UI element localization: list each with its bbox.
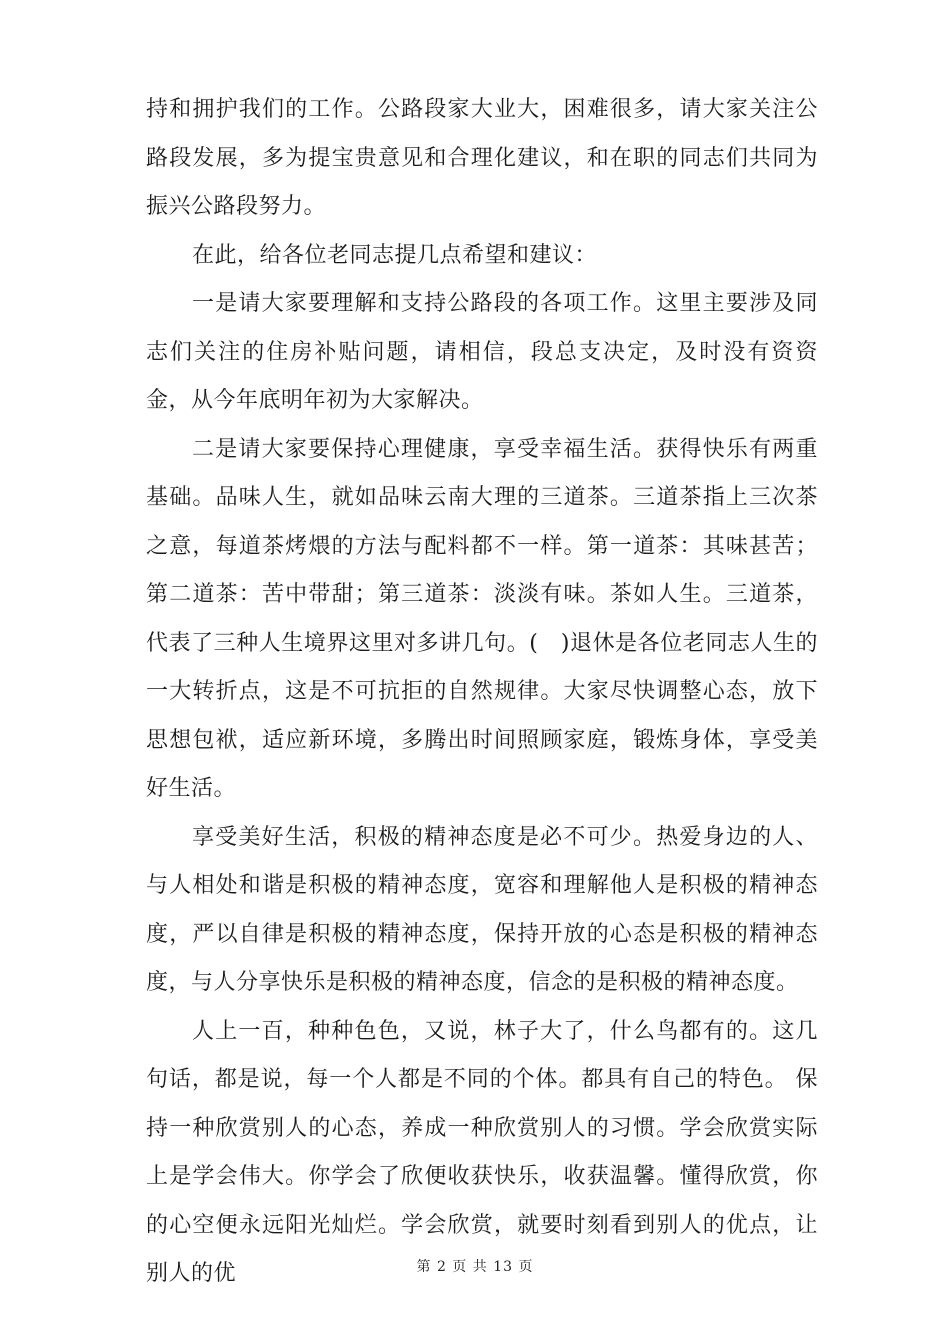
paragraph-3: 一是请大家要理解和支持公路段的各项工作。这里主要涉及同志们关注的住房补贴问题，请相信，段总支决定，及时没有资资金，从今年底明年初为大家解决。 xyxy=(146,291,818,413)
paragraph-1: 持和拥护我们的工作。公路段家大业大，困难很多，请大家关注公路段发展，多为提宝贵意见和合理化建议，和在职的同志们共同为振兴公路段努力。 xyxy=(146,97,818,219)
paragraph-2: 在此，给各位老同志提几点希望和建议： xyxy=(192,242,598,268)
paragraph-5: 享受美好生活，积极的精神态度是必不可少。热爱身边的人、与人相处和谐是积极的精神态度，宽容和理解他人是积极的精神态度，严以自律是积极的精神态度，保持开放的心态是积极的精神态度，与人分享快乐是积极的精神态度，信念的是积极的精神态度。 xyxy=(146,824,818,995)
body-text xyxy=(146,86,818,1299)
page-number-footer: 第 2 页 共 13 页 xyxy=(416,1259,534,1275)
paragraph-6: 人上一百，种种色色，又说，林子大了，什么鸟都有的。这几句话，都是说，每一个人都是不同的个体。都具有自己的特色。 保持一种欣赏别人的心态，养成一种欣赏别人的习惯。学会欣赏实际上是学会伟大。你学会了欣便收获快乐，收获温馨。懂得欣赏，你的心空便永远阳光灿烂。学会欣赏，就要时刻看到别人的优点，让别人的优 xyxy=(146,1018,818,1286)
paragraph-4: 二是请大家要保持心理健康，享受幸福生活。获得快乐有两重基础。品味人生，就如品味云南大理的三道茶。三道茶指上三次茶之意，每道茶烤煨的方法与配料都不一样。第一道茶：其味甚苦；第二道茶：苦中带甜；第三道茶：淡淡有味。茶如人生。三道茶，代表了三种人生境界这里对多讲几句。( )退休是各位老同志人生的一大转折点，这是不可抗拒的自然规律。大家尽快调整心态，放下思想包袱，适应新环境，多腾出时间照顾家庭，锻炼身体，享受美好生活。 xyxy=(146,436,818,801)
